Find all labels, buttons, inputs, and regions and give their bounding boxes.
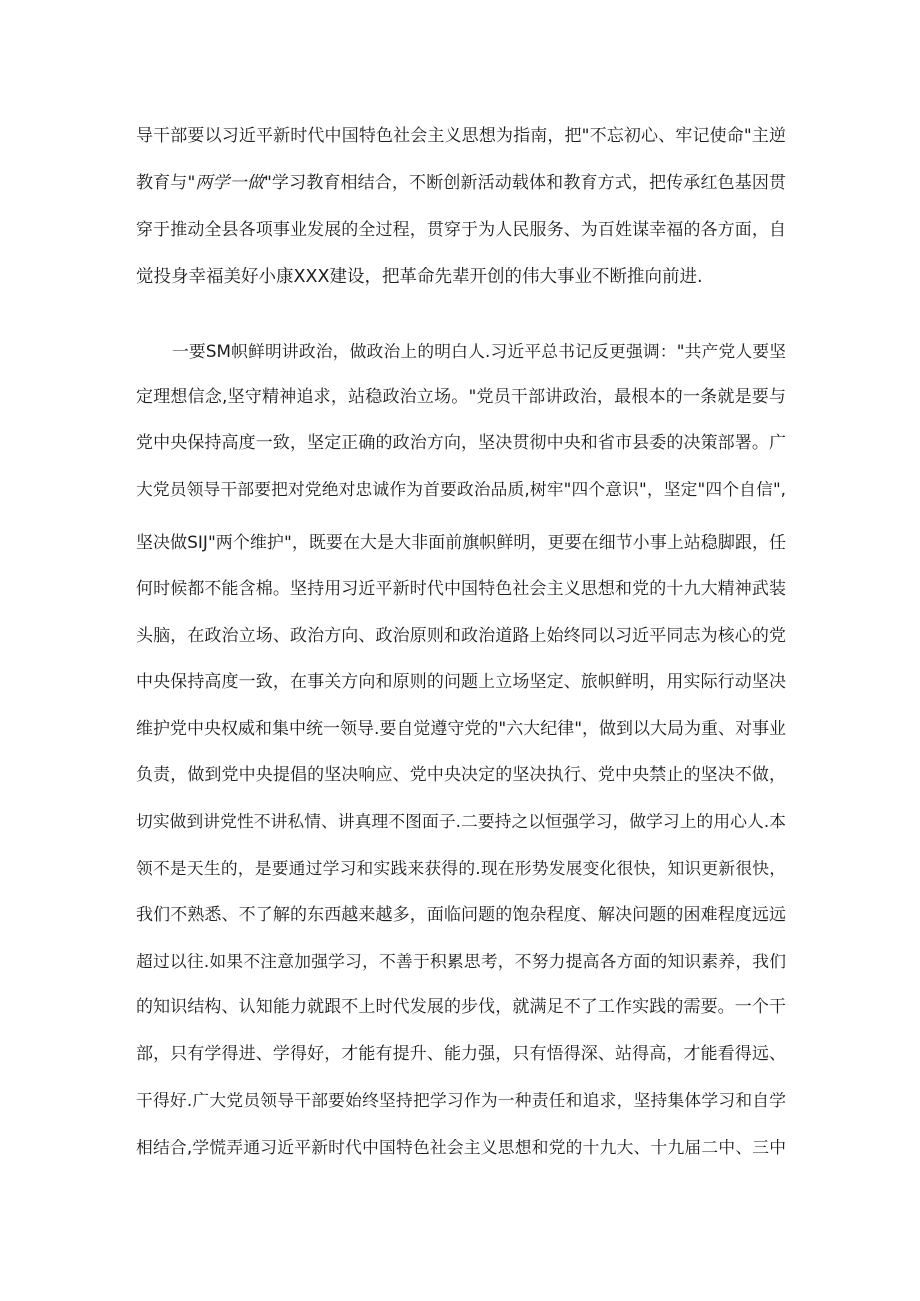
paragraph-2-line-11: 切实做到讲党性不讲私情、讲真理不图面子.二要持之以恒强学习，做学习上的用心人.本 [136,811,786,831]
paragraph-1-line-2-end: 学习教育相结合，不断创新活动载体和教育方式，把传承红色基因贯 [271,173,787,193]
paragraph-2-line-12: 领不是天生的，是要通过学习和实践来获得的.现在形势发展变化很快，知识更新很快， [136,858,786,878]
paragraph-2-line-13: 我们不熟悉、不了解的东西越来越多，面临问题的饱杂程度、解决问题的困难程度远远 [136,905,786,925]
paragraph-2-line-7: 头脑，在政治立场、政治方向、政治原则和政治道路上始终同以习近平同志为核心的党 [136,626,786,646]
paragraph-2-line-9: 维护党中央权威和集中统一领导.要自觉遵守党的"六大纪律"，做到以大局为重、对事业 [136,719,787,739]
paragraph-2-line-4: 大党员领导干部要把对党绝对忠诚作为首要政治品质,树牢"四个意识"，坚定"四个自信", [136,479,786,499]
paragraph-1-line-1: 导干部要以习近平新时代中国特色社会主义思想为指南，把"不忘初心、牢记使命"主逆 [136,126,786,146]
paragraph-2-line-10: 负责，做到党中央提倡的坚决响应、党中央决定的坚决执行、党中央禁止的坚决不做， [136,765,786,785]
paragraph-1-line-2 [136,163,786,203]
paragraph-2-line-5: 坚决做SIJ"两个维护"，既要在大是大非面前旗帜鲜明，更要在细节小事上站稳脚跟，任 [136,533,786,553]
paragraph-2-line-3: 党中央保持高度一致，坚定正确的政治方向，坚决贯彻中央和省市县委的决策部署。广 [136,433,786,453]
paragraph-2-line-18: 相结合,学慌弄通习近平新时代中国特色社会主义思想和党的十九大、十九届二中、三中 [136,1137,786,1157]
paragraph-2-line-8: 中央保持高度一致，在事关方向和原则的问题上立场坚定、旅帜鲜明，用实际行动坚决 [136,672,786,692]
paragraph-2-line-15: 的知识结构、认知能力就跟不上时代发展的步伐，就满足不了工作实践的需要。一个干 [136,997,786,1017]
paragraph-2-line-6: 何时候都不能含棉。坚持用习近平新时代中国特色社会主义思想和党的十九大精神武装 [136,579,786,599]
paragraph-1-line-2-start: 教育与 [136,173,188,193]
paragraph-2-line-2: 定理想信念,坚守精神追求，站稳政治立场。"党员干部讲政治，最根本的一条就是要与 [136,387,786,407]
paragraph-2-line-1: 一要SM帜鲜明讲政治，做政治上的明白人.习近平总书记反更强调："共产党人要坚 [172,341,786,361]
paragraph-2-line-17: 干得好.广大党员领导干部要始终坚持把学习作为一种责任和追求，坚持集体学习和自学 [136,1090,786,1110]
paragraph-1-quote-liangxue: "两学一做" [187,173,272,193]
paragraph-2-line-14: 超过以往.如果不注意加强学习，不善于积累思考，不努力提高各方面的知识素养，我们 [136,951,786,971]
paragraph-1-line-3: 穿于推动全县各项事业发展的全过程，贯穿于为人民服务、为百姓谋幸福的各方面，自 [136,220,786,240]
paragraph-1-line-4: 觉投身幸福美好小康XXX建设，把革命先辈开创的伟大事业不断推向前进. [136,267,703,287]
paragraph-2-line-16: 部，只有学得进、学得好，才能有提升、能力强，只有悟得深、站得高，才能看得远、 [136,1044,786,1064]
